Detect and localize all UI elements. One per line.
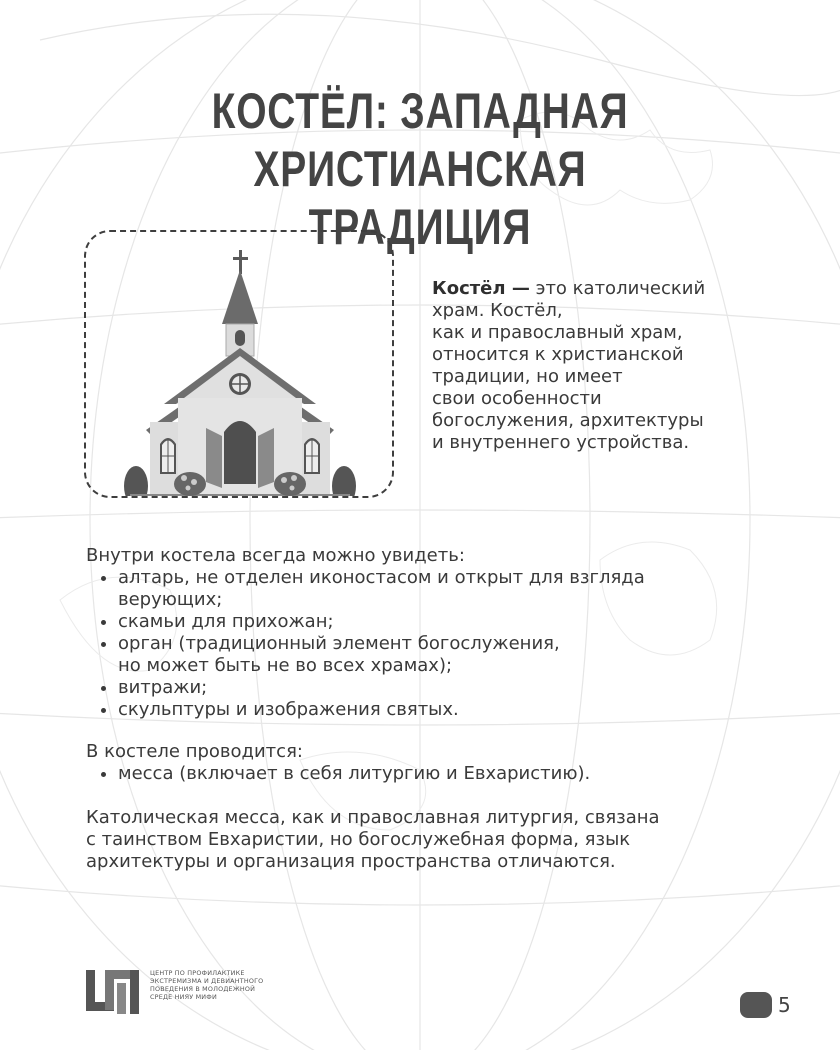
inside-section	[86, 545, 766, 721]
term-costel: Костёл —	[432, 278, 530, 299]
closing-paragraph	[86, 807, 766, 873]
intro-line: Костёл — это католический	[432, 278, 706, 299]
held-heading: В костеле проводится:	[86, 741, 303, 762]
intro-line: как и православный храм,	[432, 322, 683, 343]
held-section	[86, 741, 766, 785]
list-item: • скульптуры и изображения святых.	[118, 699, 766, 721]
intro-line: храм. Костёл,	[432, 300, 563, 321]
list-item: • скамьи для прихожан;	[118, 611, 766, 633]
intro-paragraph	[432, 278, 762, 454]
page-number: 5	[778, 993, 791, 1017]
intro-line: богослужения, архитектуры	[432, 410, 704, 431]
held-list	[86, 763, 766, 785]
title-line: КОСТЁЛ: ЗАПАДНАЯ ХРИСТИАНСКАЯ	[211, 83, 629, 197]
title-line: ТРАДИЦИЯ	[308, 199, 532, 255]
intro-line: свои особенности	[432, 388, 602, 409]
illustration-frame	[84, 230, 394, 498]
list-item: • месса (включает в себя литургию и Евхаристию).	[118, 763, 766, 785]
list-item: • орган (традиционный элемент богослужения, но может быть не во всех храмах);	[118, 633, 766, 677]
inside-heading: Внутри костела всегда можно увидеть:	[86, 545, 465, 566]
church-icon	[86, 232, 392, 496]
org-name: ЦЕНТР ПО ПРОФИЛАКТИКЕ ЭКСТРЕМИЗМА И ДЕВИАНТНОГО ПОВЕДЕНИЯ В МОЛОДЕЖНОЙ СРЕДЕ НИЯУ МИФИ	[150, 969, 264, 1001]
list-item: • алтарь, не отделен иконостасом и открыт для взгляда верующих;	[118, 567, 766, 611]
org-logo	[84, 966, 144, 1018]
intro-line: относится к христианской	[432, 344, 684, 365]
page-marker	[740, 992, 772, 1018]
closing-line: Католическая месса, как и православная литургия, связана	[86, 807, 660, 828]
closing-line: архитектуры и организация пространства отличаются.	[86, 851, 616, 872]
inside-list	[86, 567, 766, 721]
intro-line: и внутреннего устройства.	[432, 432, 690, 453]
list-item: • витражи;	[118, 677, 766, 699]
intro-line: традиции, но имеет	[432, 366, 623, 387]
closing-line: с таинством Евхаристии, но богослужебная форма, язык	[86, 829, 631, 850]
